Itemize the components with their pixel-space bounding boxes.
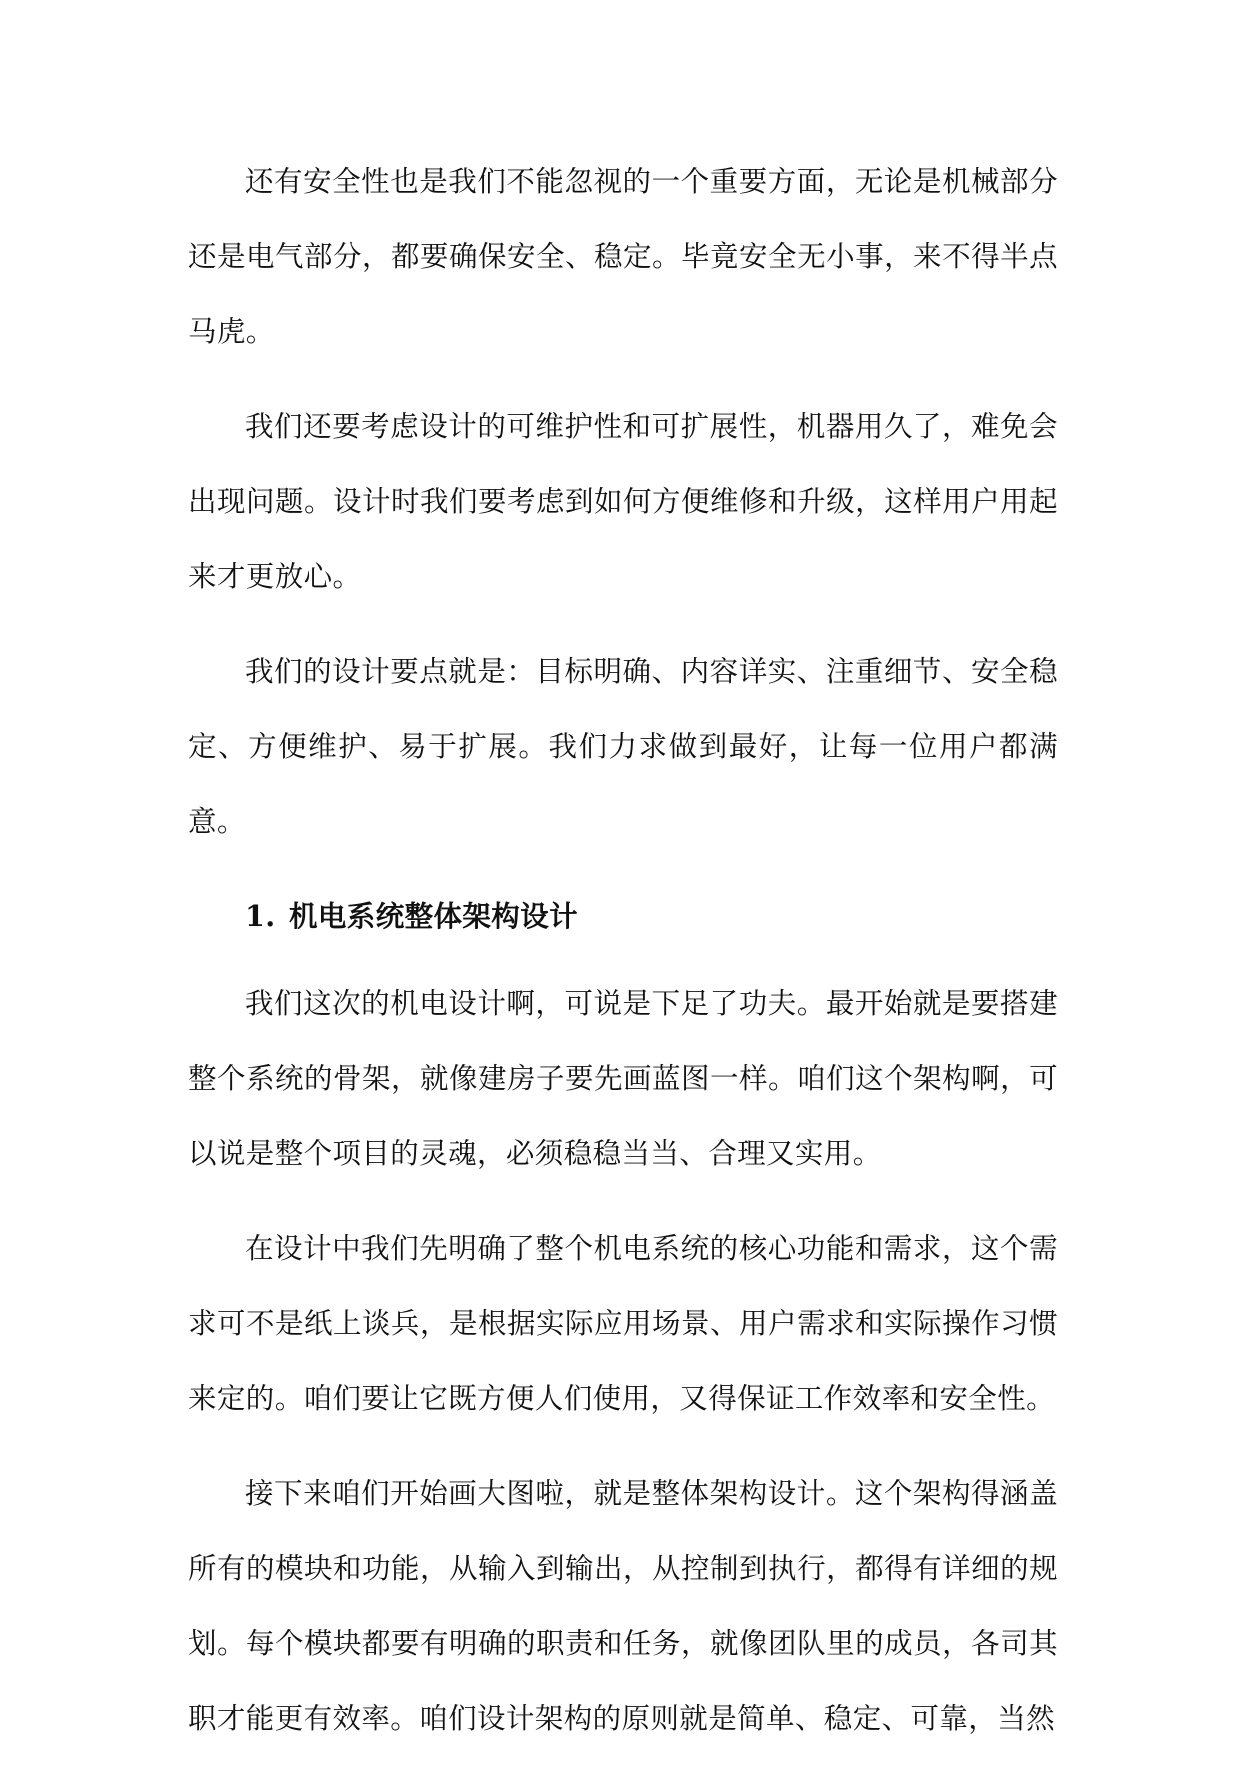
- paragraph-overall-design: 接下来咱们开始画大图啦，就是整体架构设计。这个架构得涵盖所有的模块和功能，从输入到输出，从控制到执行，都得有详细的规划。每个模块都要有明确的职责和任务，就像团队里的成员，各司其职才能更有效率。咱们设计架构的原则就是简单、稳定、可靠，当然: [188, 1477, 1058, 1735]
- section-number: 1.: [245, 899, 276, 933]
- paragraph-maintainability: 我们还要考虑设计的可维护性和可扩展性，机器用久了，难免会出现问题。设计时我们要考虑到如何方便维修和升级，这样用户用起来才更放心。: [188, 410, 1058, 593]
- document-body: [188, 144, 1058, 1776]
- section-heading: [245, 879, 1058, 954]
- paragraph-safety: 还有安全性也是我们不能忽视的一个重要方面，无论是机械部分还是电气部分，都要确保安全、稳定。毕竟安全无小事，来不得半点马虎。: [188, 165, 1058, 348]
- paragraph-design-points: 我们的设计要点就是：目标明确、内容详实、注重细节、安全稳定、方便维护、易于扩展。我们力求做到最好，让每一位用户都满意。: [188, 655, 1058, 838]
- paragraph-requirements: 在设计中我们先明确了整个机电系统的核心功能和需求，这个需求可不是纸上谈兵，是根据实际应用场景、用户需求和实际操作习惯来定的。咱们要让它既方便人们使用，又得保证工作效率和安全性。: [188, 1232, 1058, 1415]
- section-title: 机电系统整体架构设计: [289, 899, 579, 933]
- paragraph-architecture-intro: 我们这次的机电设计啊，可说是下足了功夫。最开始就是要搭建整个系统的骨架，就像建房子要先画蓝图一样。咱们这个架构啊，可以说是整个项目的灵魂，必须稳稳当当、合理又实用。: [188, 987, 1058, 1170]
